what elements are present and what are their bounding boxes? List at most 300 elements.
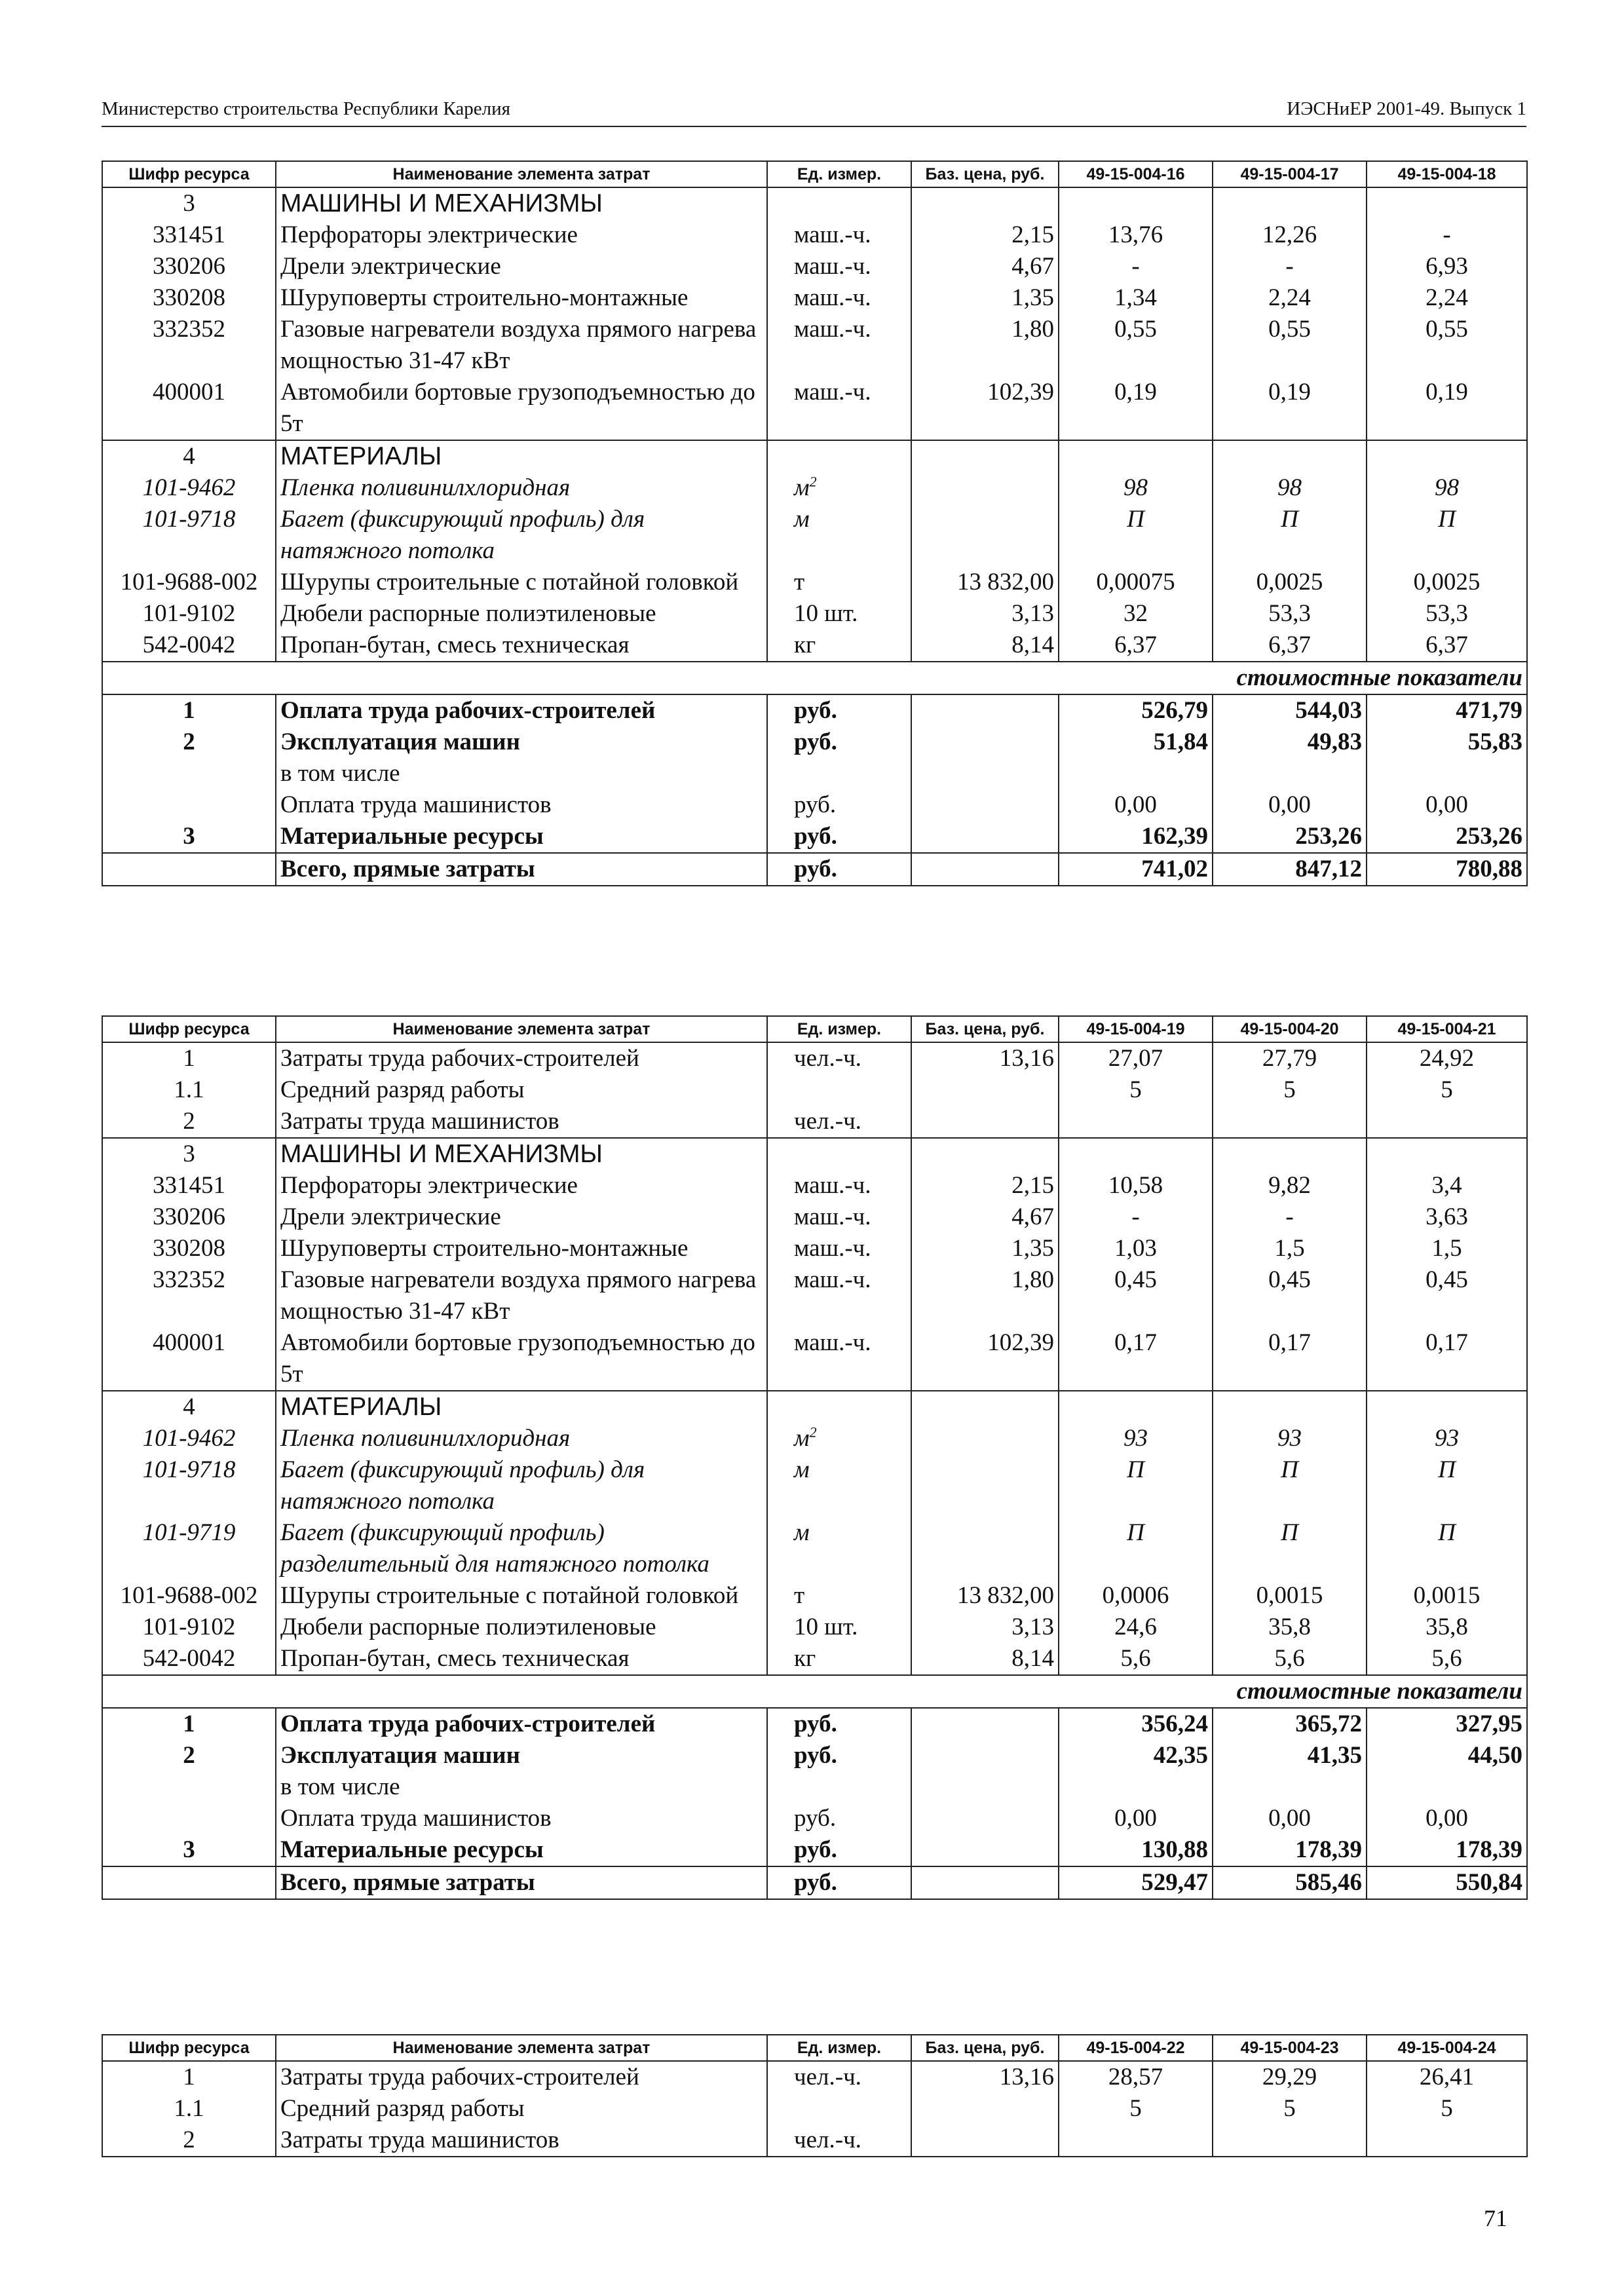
cost-element-name: МАШИНЫ И МЕХАНИЗМЫ — [276, 1138, 767, 1170]
resource-code: 2 — [102, 1740, 276, 1771]
resource-code: 2 — [102, 1106, 276, 1138]
cost-element-name: Шуруповерты строительно-монтажные — [276, 282, 767, 314]
resource-code — [102, 1866, 276, 1899]
variant-value: 327,95 — [1367, 1708, 1527, 1740]
norms-table-1 — [102, 161, 1528, 886]
base-price — [911, 1391, 1059, 1423]
unit-of-measure — [767, 1708, 911, 1740]
cost-element-name: Оплата труда рабочих-строителей — [276, 694, 767, 727]
col-header-variant: 49-15-004-23 — [1213, 2035, 1367, 2061]
variant-value: 1,5 — [1213, 1233, 1367, 1264]
variant-value — [1059, 440, 1213, 472]
variant-value: П — [1059, 504, 1213, 567]
table-row — [102, 282, 1527, 314]
unit-text: м — [794, 1456, 810, 1483]
unit-text: маш.-ч. — [794, 1203, 871, 1230]
table-row — [102, 472, 1527, 504]
unit-of-measure — [767, 1264, 911, 1327]
base-price — [911, 694, 1059, 727]
unit-of-measure — [767, 1771, 911, 1803]
base-price — [911, 2093, 1059, 2125]
variant-value: 0,0025 — [1367, 567, 1527, 598]
variant-value: 42,35 — [1059, 1740, 1213, 1771]
header-ministry: Министерство строительства Республики Карелия — [102, 98, 510, 119]
variant-value: 93 — [1367, 1423, 1527, 1454]
variant-value: 5,6 — [1367, 1643, 1527, 1675]
variant-value: 53,3 — [1213, 598, 1367, 630]
base-price: 13,16 — [911, 1042, 1059, 1074]
variant-value: 2,24 — [1367, 282, 1527, 314]
base-price: 13,16 — [911, 2061, 1059, 2093]
page-header — [102, 98, 1526, 128]
variant-value: 162,39 — [1059, 821, 1213, 853]
unit-of-measure — [767, 2093, 911, 2125]
unit-text: маш.-ч. — [794, 1235, 871, 1262]
unit-of-measure — [767, 1327, 911, 1391]
unit-text: 10 шт. — [794, 1614, 858, 1640]
unit-of-measure — [767, 219, 911, 251]
resource-code: 1.1 — [102, 1074, 276, 1106]
table-row — [102, 789, 1527, 821]
variant-value: 130,88 — [1059, 1834, 1213, 1866]
cost-element-name: Шурупы строительные с потайной головкой — [276, 1580, 767, 1612]
base-price — [911, 2125, 1059, 2157]
unit-of-measure — [767, 1170, 911, 1201]
variant-value — [1213, 2125, 1367, 2157]
base-price — [911, 472, 1059, 504]
cost-element-name: МАТЕРИАЛЫ — [276, 1391, 767, 1423]
base-price: 4,67 — [911, 1201, 1059, 1233]
cost-element-name: Оплата труда рабочих-строителей — [276, 1708, 767, 1740]
unit-of-measure — [767, 1643, 911, 1675]
variant-value — [1213, 440, 1367, 472]
variant-value: П — [1059, 1517, 1213, 1580]
variant-value: 0,00 — [1059, 789, 1213, 821]
table-row — [102, 2093, 1527, 2125]
variant-value: 585,46 — [1213, 1866, 1367, 1899]
table-row — [102, 630, 1527, 662]
unit-text: маш.-ч. — [794, 284, 871, 311]
unit-of-measure — [767, 1517, 911, 1580]
base-price: 2,15 — [911, 219, 1059, 251]
unit-of-measure — [767, 314, 911, 377]
resource-code: 331451 — [102, 219, 276, 251]
base-price — [911, 187, 1059, 219]
variant-value — [1213, 1771, 1367, 1803]
table-row — [102, 219, 1527, 251]
col-header-variant: 49-15-004-16 — [1059, 161, 1213, 187]
variant-value: 0,00 — [1367, 1803, 1527, 1834]
table-row — [102, 1612, 1527, 1643]
unit-of-measure — [767, 1834, 911, 1866]
resource-code: 542-0042 — [102, 630, 276, 662]
variant-value: 356,24 — [1059, 1708, 1213, 1740]
unit-of-measure — [767, 1233, 911, 1264]
base-price: 8,14 — [911, 630, 1059, 662]
variant-value: 6,37 — [1367, 630, 1527, 662]
unit-text: маш.-ч. — [794, 1172, 871, 1199]
unit-of-measure — [767, 567, 911, 598]
unit-text: руб. — [794, 1869, 837, 1896]
variant-value: 6,37 — [1059, 630, 1213, 662]
table-row — [102, 567, 1527, 598]
table-row — [102, 1423, 1527, 1454]
base-price: 1,35 — [911, 1233, 1059, 1264]
base-price: 1,80 — [911, 314, 1059, 377]
table-row — [102, 1454, 1527, 1517]
base-price: 3,13 — [911, 1612, 1059, 1643]
resource-code: 332352 — [102, 314, 276, 377]
variant-value: 0,00 — [1213, 789, 1367, 821]
variant-value: 5 — [1059, 1074, 1213, 1106]
unit-text: руб. — [794, 791, 837, 818]
variant-value: 5 — [1059, 2093, 1213, 2125]
variant-value: 544,03 — [1213, 694, 1367, 727]
resource-code: 101-9462 — [102, 472, 276, 504]
cost-element-name: Пленка поливинилхлоридная — [276, 1423, 767, 1454]
variant-value: 253,26 — [1213, 821, 1367, 853]
cost-element-name: Пленка поливинилхлоридная — [276, 472, 767, 504]
col-header-variant: 49-15-004-24 — [1367, 2035, 1527, 2061]
variant-value: 0,19 — [1367, 377, 1527, 440]
resource-code: 101-9462 — [102, 1423, 276, 1454]
variant-value: 178,39 — [1213, 1834, 1367, 1866]
variant-value: 0,45 — [1213, 1264, 1367, 1327]
col-header-name: Наименование элемента затрат — [276, 2035, 767, 2061]
table-row — [102, 504, 1527, 567]
base-price: 13 832,00 — [911, 567, 1059, 598]
unit-of-measure — [767, 630, 911, 662]
unit-of-measure — [767, 1803, 911, 1834]
unit-of-measure — [767, 1612, 911, 1643]
section-row — [102, 440, 1527, 472]
resource-code: 101-9718 — [102, 1454, 276, 1517]
table-row — [102, 821, 1527, 853]
unit-text: маш.-ч. — [794, 1266, 871, 1293]
variant-value — [1367, 1106, 1527, 1138]
variant-value — [1059, 1771, 1213, 1803]
variant-value: 529,47 — [1059, 1866, 1213, 1899]
cost-indicators-label: стоимостные показатели — [102, 1675, 1527, 1708]
resource-code: 4 — [102, 440, 276, 472]
unit-text: маш.-ч. — [794, 253, 871, 280]
base-price — [911, 1708, 1059, 1740]
unit-text: маш.-ч. — [794, 1329, 871, 1356]
variant-value: 0,55 — [1213, 314, 1367, 377]
base-price — [911, 1517, 1059, 1580]
resource-code: 3 — [102, 1834, 276, 1866]
col-header-price: Баз. цена, руб. — [911, 2035, 1059, 2061]
cost-element-name: Перфораторы электрические — [276, 1170, 767, 1201]
variant-value: 1,34 — [1059, 282, 1213, 314]
resource-code: 330208 — [102, 1233, 276, 1264]
header-document-id: ИЭСНиЕР 2001-49. Выпуск 1 — [1287, 98, 1526, 119]
variant-value: 51,84 — [1059, 727, 1213, 758]
variant-value: 55,83 — [1367, 727, 1527, 758]
variant-value: 49,83 — [1213, 727, 1367, 758]
base-price — [911, 758, 1059, 789]
table-row — [102, 1233, 1527, 1264]
resource-code: 400001 — [102, 1327, 276, 1391]
variant-value: 5 — [1213, 2093, 1367, 2125]
cost-element-name: Шуруповерты строительно-монтажные — [276, 1233, 767, 1264]
unit-superscript: 2 — [809, 1424, 817, 1441]
base-price: 8,14 — [911, 1643, 1059, 1675]
variant-value: 26,41 — [1367, 2061, 1527, 2093]
table-row — [102, 1740, 1527, 1771]
unit-of-measure — [767, 504, 911, 567]
variant-value: 24,92 — [1367, 1042, 1527, 1074]
unit-of-measure — [767, 1454, 911, 1517]
table-row — [102, 2125, 1527, 2157]
variant-value: 27,79 — [1213, 1042, 1367, 1074]
cost-element-name: Эксплуатация машин — [276, 1740, 767, 1771]
variant-value: П — [1059, 1454, 1213, 1517]
unit-of-measure — [767, 694, 911, 727]
resource-code: 331451 — [102, 1170, 276, 1201]
resource-code: 330206 — [102, 251, 276, 282]
resource-code: 1 — [102, 694, 276, 727]
col-header-code: Шифр ресурса — [102, 161, 276, 187]
cost-element-name: Пропан-бутан, смесь техническая — [276, 630, 767, 662]
variant-value: 365,72 — [1213, 1708, 1367, 1740]
unit-text: м — [794, 1519, 810, 1546]
variant-value: 0,00 — [1059, 1803, 1213, 1834]
col-header-variant: 49-15-004-17 — [1213, 161, 1367, 187]
table-header-row — [102, 2035, 1527, 2061]
variant-value: П — [1213, 504, 1367, 567]
base-price: 13 832,00 — [911, 1580, 1059, 1612]
col-header-code: Шифр ресурса — [102, 2035, 276, 2061]
cost-element-name: Материальные ресурсы — [276, 821, 767, 853]
variant-value: 0,17 — [1059, 1327, 1213, 1391]
table-row — [102, 1517, 1527, 1580]
unit-of-measure — [767, 282, 911, 314]
unit-of-measure — [767, 1042, 911, 1074]
variant-value: П — [1213, 1517, 1367, 1580]
col-header-variant: 49-15-004-20 — [1213, 1016, 1367, 1042]
variant-value: 0,00 — [1213, 1803, 1367, 1834]
base-price — [911, 821, 1059, 853]
table-header-row — [102, 1016, 1527, 1042]
variant-value: П — [1367, 504, 1527, 567]
unit-of-measure — [767, 377, 911, 440]
norms-table-3 — [102, 2034, 1528, 2157]
resource-code: 332352 — [102, 1264, 276, 1327]
variant-value: 24,6 — [1059, 1612, 1213, 1643]
base-price — [911, 1074, 1059, 1106]
unit-of-measure — [767, 1423, 911, 1454]
cost-element-name: в том числе — [276, 1771, 767, 1803]
cost-element-name: Дрели электрические — [276, 1201, 767, 1233]
unit-text: руб. — [794, 1805, 837, 1832]
variant-value — [1367, 1391, 1527, 1423]
resource-code: 3 — [102, 821, 276, 853]
resource-code: 330206 — [102, 1201, 276, 1233]
variant-value: - — [1213, 251, 1367, 282]
unit-superscript: 2 — [809, 473, 817, 490]
unit-text: руб. — [794, 1836, 837, 1863]
base-price — [911, 440, 1059, 472]
unit-text: руб. — [794, 1711, 837, 1737]
variant-value: 44,50 — [1367, 1740, 1527, 1771]
cost-indicators-row — [102, 1675, 1527, 1708]
variant-value: 0,45 — [1059, 1264, 1213, 1327]
variant-value: 0,17 — [1213, 1327, 1367, 1391]
table-row — [102, 1042, 1527, 1074]
section-row — [102, 1138, 1527, 1170]
resource-code: 400001 — [102, 377, 276, 440]
base-price — [911, 727, 1059, 758]
variant-value: 6,93 — [1367, 251, 1527, 282]
variant-value: 12,26 — [1213, 219, 1367, 251]
unit-of-measure — [767, 853, 911, 886]
variant-value — [1213, 1138, 1367, 1170]
variant-value — [1367, 1771, 1527, 1803]
variant-value — [1059, 1138, 1213, 1170]
base-price — [911, 853, 1059, 886]
cost-element-name: Оплата труда машинистов — [276, 789, 767, 821]
cost-element-name: Материальные ресурсы — [276, 1834, 767, 1866]
cost-element-name: Дрели электрические — [276, 251, 767, 282]
page-number: 71 — [1484, 2205, 1507, 2231]
resource-code: 3 — [102, 1138, 276, 1170]
variant-value: 253,26 — [1367, 821, 1527, 853]
resource-code — [102, 1803, 276, 1834]
unit-of-measure — [767, 1074, 911, 1106]
cost-element-name: Средний разряд работы — [276, 2093, 767, 2125]
variant-value — [1367, 2125, 1527, 2157]
resource-code — [102, 1771, 276, 1803]
resource-code: 101-9719 — [102, 1517, 276, 1580]
table-row — [102, 1201, 1527, 1233]
base-price: 102,39 — [911, 1327, 1059, 1391]
variant-value — [1367, 187, 1527, 219]
cost-element-name: Багет (фиксирующий профиль) для натяжного потолка — [276, 1454, 767, 1517]
variant-value: 0,17 — [1367, 1327, 1527, 1391]
unit-of-measure — [767, 789, 911, 821]
variant-value: 98 — [1367, 472, 1527, 504]
variant-value: П — [1367, 1517, 1527, 1580]
variant-value: 29,29 — [1213, 2061, 1367, 2093]
variant-value: - — [1367, 219, 1527, 251]
resource-code: 1.1 — [102, 2093, 276, 2125]
resource-code: 101-9688-002 — [102, 1580, 276, 1612]
section-row — [102, 1391, 1527, 1423]
cost-element-name: Всего, прямые затраты — [276, 1866, 767, 1899]
variant-value: 847,12 — [1213, 853, 1367, 886]
unit-text: чел.-ч. — [794, 2064, 861, 2090]
variant-value: 780,88 — [1367, 853, 1527, 886]
resource-code — [102, 853, 276, 886]
unit-of-measure — [767, 472, 911, 504]
variant-value — [1367, 758, 1527, 789]
unit-of-measure — [767, 1201, 911, 1233]
unit-text: чел.-ч. — [794, 2126, 861, 2153]
col-header-variant: 49-15-004-22 — [1059, 2035, 1213, 2061]
cost-element-name: Средний разряд работы — [276, 1074, 767, 1106]
variant-value: 178,39 — [1367, 1834, 1527, 1866]
col-header-price: Баз. цена, руб. — [911, 161, 1059, 187]
cost-element-name: Всего, прямые затраты — [276, 853, 767, 886]
base-price: 102,39 — [911, 377, 1059, 440]
unit-text: м — [794, 474, 810, 501]
table-row — [102, 1327, 1527, 1391]
unit-text: руб. — [794, 728, 837, 755]
variant-value: 0,19 — [1213, 377, 1367, 440]
variant-value: 3,63 — [1367, 1201, 1527, 1233]
base-price: 3,13 — [911, 598, 1059, 630]
variant-value: 1,03 — [1059, 1233, 1213, 1264]
cost-element-name: Перфораторы электрические — [276, 219, 767, 251]
variant-value — [1059, 2125, 1213, 2157]
variant-value: 13,76 — [1059, 219, 1213, 251]
variant-value — [1059, 1391, 1213, 1423]
variant-value — [1213, 1391, 1367, 1423]
variant-value: 41,35 — [1213, 1740, 1367, 1771]
col-header-variant: 49-15-004-21 — [1367, 1016, 1527, 1042]
cost-element-name: Автомобили бортовые грузоподъемностью до 5т — [276, 377, 767, 440]
variant-value: 5 — [1213, 1074, 1367, 1106]
variant-value: 5 — [1367, 1074, 1527, 1106]
unit-of-measure — [767, 1106, 911, 1138]
table-row — [102, 2061, 1527, 2093]
table-row — [102, 694, 1527, 727]
unit-text: кг — [794, 632, 816, 658]
variant-value: 741,02 — [1059, 853, 1213, 886]
variant-value — [1059, 758, 1213, 789]
resource-code: 101-9102 — [102, 1612, 276, 1643]
base-price — [911, 1834, 1059, 1866]
resource-code: 1 — [102, 2061, 276, 2093]
resource-code — [102, 789, 276, 821]
table-row — [102, 727, 1527, 758]
unit-text: т — [794, 1582, 805, 1609]
variant-value: 5,6 — [1213, 1643, 1367, 1675]
cost-element-name: Пропан-бутан, смесь техническая — [276, 1643, 767, 1675]
variant-value — [1213, 1106, 1367, 1138]
base-price: 2,15 — [911, 1170, 1059, 1201]
variant-value: 0,0015 — [1367, 1580, 1527, 1612]
table-row — [102, 758, 1527, 789]
variant-value: - — [1213, 1201, 1367, 1233]
table-row — [102, 1708, 1527, 1740]
col-header-unit: Ед. измер. — [767, 161, 911, 187]
unit-of-measure — [767, 1740, 911, 1771]
variant-value: 5 — [1367, 2093, 1527, 2125]
variant-value: 0,00075 — [1059, 567, 1213, 598]
cost-indicators-row — [102, 662, 1527, 694]
col-header-unit: Ед. измер. — [767, 1016, 911, 1042]
variant-value: 0,45 — [1367, 1264, 1527, 1327]
unit-of-measure — [767, 821, 911, 853]
base-price: 4,67 — [911, 251, 1059, 282]
variant-value: 0,19 — [1059, 377, 1213, 440]
variant-value: 1,5 — [1367, 1233, 1527, 1264]
base-price — [911, 1803, 1059, 1834]
variant-value — [1367, 440, 1527, 472]
variant-value: 550,84 — [1367, 1866, 1527, 1899]
unit-text: руб. — [794, 1742, 837, 1769]
cost-element-name: Дюбели распорные полиэтиленовые — [276, 1612, 767, 1643]
unit-of-measure — [767, 1138, 911, 1170]
base-price — [911, 1740, 1059, 1771]
table-row — [102, 251, 1527, 282]
variant-value: 0,0015 — [1213, 1580, 1367, 1612]
table-row — [102, 1771, 1527, 1803]
variant-value: 0,00 — [1367, 789, 1527, 821]
resource-code: 1 — [102, 1042, 276, 1074]
